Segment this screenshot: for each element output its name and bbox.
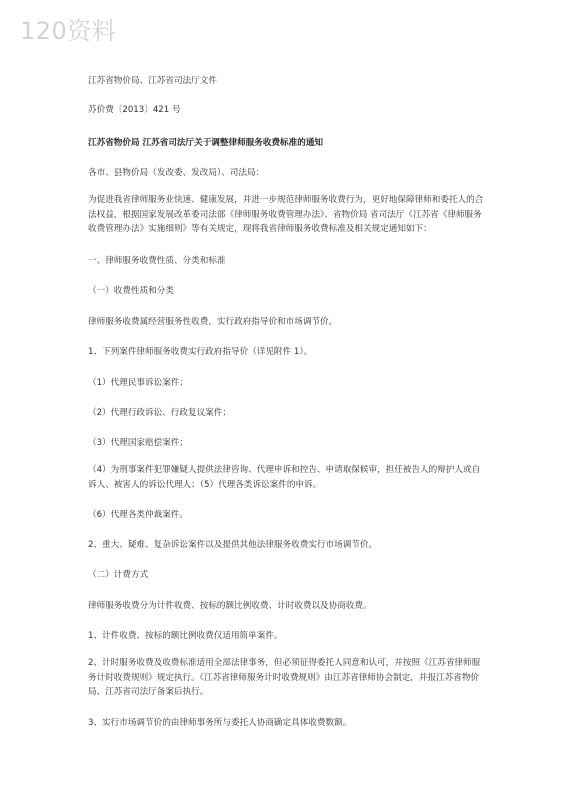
case-6: （6）代理各类仲裁案件。 [88,510,188,520]
item-2: 2、重大、疑难、复杂诉讼案件以及提供其他法律服务收费实行市场调节价。 [88,540,378,550]
subsection-heading-2: （二）计费方式 [88,570,149,580]
paragraph-nature: 律师服务收费属经营服务性收费，实行政府指导价和市场调节价。 [88,317,338,327]
case-2: （2）代理行政诉讼、行政复议案件； [88,408,231,418]
item-1: 1、下列案件律师服务收费实行政府指导价（详见附件 1）。 [88,347,313,357]
paragraph-method: 律师服务收费分为计件收费、按标的额比例收费、计时收费以及协商收费。 [88,601,372,611]
section-heading-1: 一、律师服务收费性质、分类和标准 [88,256,226,266]
doc-number: 苏价费〔2013〕421 号 [88,105,181,115]
case-4-5: （4）为刑事案件犯罪嫌疑人提供法律咨询、代理申诉和控告、申请取保候审，担任被告人的辩护人或自诉人、被害人的诉讼代理人；（5）代理各类诉讼案件的申诉。 [88,465,481,490]
method-2: 2、计时服务收费及收费标准适用全部法律事务，但必须征得委托人同意和认可，并按照《江苏省律师服务计时收费规则》规定执行。《江苏省律师服务计时收费规则》由江苏省律师协会制定，并报江苏省物价局、江苏省司法厅备案后执行。 [88,658,481,697]
addressee: 各市、县物价局（发改委、发改局）、司法局： [88,168,265,178]
intro-paragraph: 为促进我省律师服务业快速、健康发展，并进一步规范律师服务收费行为，更好地保障律师和委托人的合法权益，根据国家发展改革委司法部《律师服务收费管理办法》、省物价局 省司法厅《江苏省《律师服务收费管理办法》实施细则》等有关规定，现将我省律师服务收费标准及相关规定通知如下： [88,195,484,234]
issuer-line: 江苏省物价局、江苏省司法厅文件 [88,76,217,86]
notice-title: 江苏省物价局 江苏省司法厅关于调整律师服务收费标准的通知 [88,138,324,148]
case-3: （3）代理国家赔偿案件； [88,438,188,448]
subsection-heading-1: （一）收费性质和分类 [88,286,174,296]
method-3: 3、实行市场调节价的由律师事务所与委托人协商确定具体收费数额。 [88,718,352,728]
case-1: （1）代理民事诉讼案件； [88,378,188,388]
method-1: 1、计件收费、按标的额比例收费仅适用简单案件。 [88,631,283,641]
watermark-logo: 120资料 [20,17,117,45]
